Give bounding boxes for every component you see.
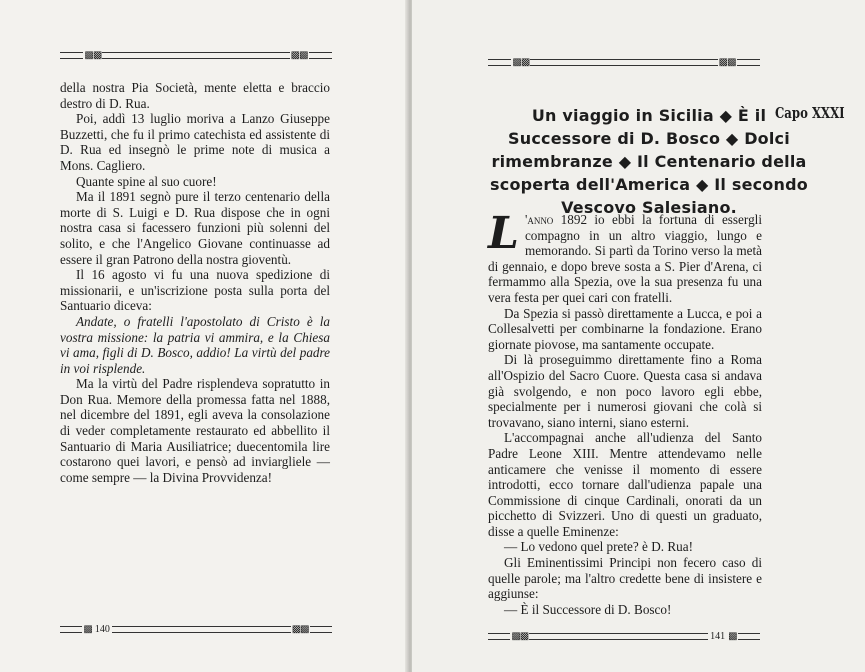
right-folio: 141 (710, 630, 726, 642)
left-paragraph-2: Poi, addì 13 luglio moriva a Lanzo Giuseppe Buzzetti, che fu il primo catechista ed assistente di D. Rua ed insegnò le prime note di musica a Mons. Cagliero. (60, 111, 330, 173)
top-rule-right: ▩▩ ▩▩ (488, 57, 760, 67)
right-first-paragraph: L 'anno 1892 io ebbi la fortuna di essergli compagno in un altro viaggio, lungo e memorando. Si partì da Torino verso la metà di gennaio, e dopo breve sosta a S. Pier d'Arena, ci fermammo alla Spezia, ove la sua presenza fu una vera festa per quei cari con fratelli. (488, 208, 762, 305)
right-body-text (488, 208, 762, 617)
left-paragraph-4: Ma il 1891 segnò pure il terzo centenario della morte di S. Luigi e D. Rua dispose che in ogni nostra casa si facessero funzioni più solenni del solito, e che l'Angelico Giovane continuasse ad essere il gran Patrono della nostra gioventù. (60, 189, 330, 267)
left-body-text (60, 80, 330, 485)
bottom-rule-left: ▩ 140 ▩▩ (60, 624, 332, 634)
left-paragraph-7: Ma la virtù del Padre risplendeva sopratutto in Don Rua. Memore della promessa fatta nel 1888, nel dicembre del 1891, egli aveva la consolazione di veder completamente restaurato ed abbellito il Santuario di Maria Ausiliatrice; duecentomila lire costarono quei lavori, e pensò ad inviargliele — come sempre — la Divina Provvidenza! (60, 376, 330, 485)
left-folio: 140 (94, 623, 110, 635)
left-paragraph-5: Il 16 agosto vi fu una nuova spedizione di missionarii, e un'iscrizione posta sulla porta del Santuario diceva: (60, 267, 330, 314)
top-rule-left: ▩▩ ▩▩ (60, 50, 332, 60)
right-paragraph-4: L'accompagnai anche all'udienza del Santo Padre Leone XIII. Mentre attendevamo nelle anticamere che venisse il momento di essere introdotti, ecco tornare dall'udienza papale una Commissione di cinque Cardinali, onorati da un picchetto di Svizzeri. Uno di questi un graduato, disse a quelle Eminenze: (488, 430, 762, 539)
left-paragraph-1: della nostra Pia Società, mente eletta e braccio destro di D. Rua. (60, 80, 330, 111)
right-paragraph-5: — Lo vedono quel prete? è D. Rua! (504, 539, 693, 555)
right-paragraph-7: — È il Successore di D. Bosco! (504, 601, 672, 617)
right-paragraph-2: Da Spezia si passò direttamente a Lucca, e poi a Collesalvetti per combinarne la fondazione. Erano giornate piovose, ma santamente occupate. (488, 305, 762, 352)
bottom-rule-right: ▩▩ 141 ▩ (488, 631, 760, 641)
drop-cap: L (488, 208, 519, 259)
right-paragraph-3: Di là proseguimmo direttamente fino a Roma all'Ospizio del Sacro Cuore. Questa casa si andava già svolgendo, e non poco lavoro egli ebbe, specialmente per i numerosi giovani che colà si trovavano, siano interni, siano esterni. (488, 352, 762, 430)
chapter-number: Capo XXXI (775, 104, 845, 122)
right-page (412, 0, 865, 672)
left-page (0, 0, 410, 672)
left-paragraph-3: Quante spine al suo cuore! (76, 173, 217, 189)
right-paragraph-6: Gli Eminentissimi Principi non fecero caso di quelle parole; ma l'altro credette bene di insistere e aggiunse: (488, 555, 762, 602)
left-inscription: Andate, o fratelli l'apostolato di Cristo è la vostra missione: la patria vi ammira, e la Chiesa vi ama, figli di D. Bosco, addio! La virtù del padre in voi risplende. (60, 313, 330, 376)
chapter-title: Un viaggio in Sicilia ◆ È il Successore di D. Bosco ◆ Dolci rimembranze ◆ Il Centenario della scoperta dell'America ◆ Il secondo Vescovo Salesiano. (490, 106, 808, 217)
